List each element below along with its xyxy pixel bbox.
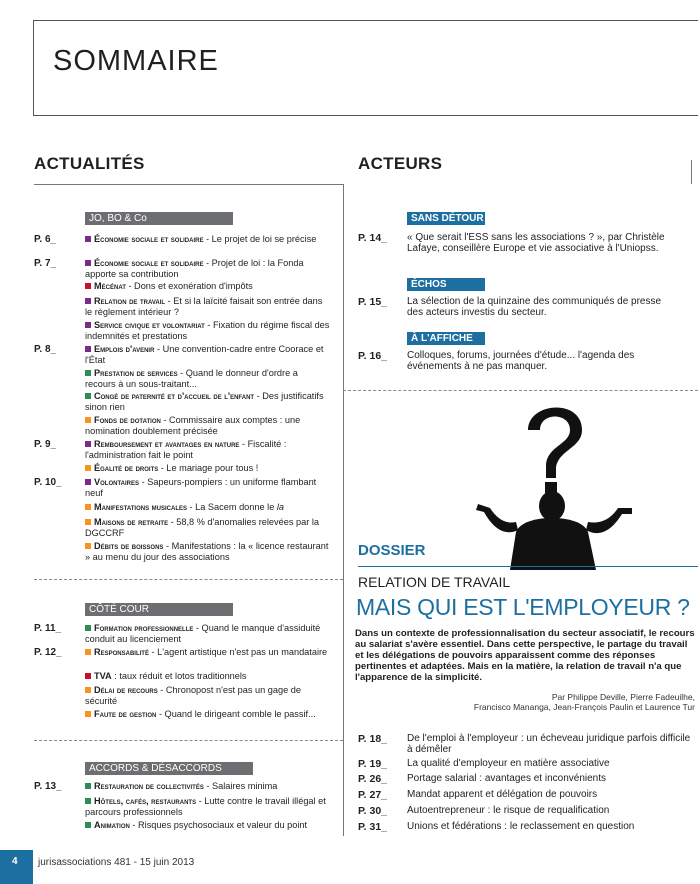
dossier-intro: Dans un contexte de professionnalisation du secteur associatif, le recours au salariat s'avère essentiel. Dans cette perspective, le partage du travail et les délégations de pouvoirs apparaissent comme des réponses pertinentes et adaptées. Mais en la matière, la relation de travail n'a que l'apparence de la simplicité. bbox=[355, 628, 695, 683]
bullet-square-icon bbox=[85, 322, 91, 328]
toc-entry[interactable]: Hôtels, cafés, restaurants - Lutte contre le travail illégal et parcours professionnels bbox=[85, 796, 326, 817]
toc-entry[interactable]: Emplois d'avenir - Une convention-cadre entre Coorace et l'État bbox=[85, 344, 324, 365]
toc-entry[interactable]: La sélection de la quinzaine des communiqués de presse des acteurs investis du secteur. bbox=[407, 296, 662, 319]
authors-line: Par Philippe Deville, Pierre Fadeuilhe, bbox=[551, 692, 695, 702]
page-ref: P. 9_ bbox=[34, 439, 57, 450]
toc-entry[interactable]: Faute de gestion - Quand le dirigeant comble le passif... bbox=[85, 709, 330, 720]
toc-entry[interactable]: Fonds de dotation - Commissaire aux comptes : une nomination doublement précisée bbox=[85, 415, 301, 436]
dossier-item[interactable]: Unions et fédérations : le reclassement en question bbox=[407, 821, 635, 832]
right-column-heading: ACTEURS bbox=[358, 154, 443, 173]
page-ref: P. 14_ bbox=[358, 232, 388, 244]
toc-entry[interactable]: « Que serait l'ESS sans les associations ? », par Christèle Lafaye, conseillère Europe et vie associative à l'Uniopss. bbox=[407, 232, 665, 255]
toc-entry[interactable]: Responsabilité - L'agent artistique n'est pas un mandataire bbox=[85, 647, 330, 658]
page-ref: P. 27_ bbox=[358, 789, 388, 801]
shrugging-man-illustration bbox=[450, 390, 650, 570]
toc-entry[interactable]: Délai de recours - Chronopost n'est pas un gage de sécurité bbox=[85, 685, 301, 706]
toc-entry[interactable]: Maisons de retraite - 58,8 % d'anomalies relevées par la DGCCRF bbox=[85, 517, 319, 538]
page-ref: P. 15_ bbox=[358, 296, 388, 308]
bullet-square-icon bbox=[85, 783, 91, 789]
toc-entry[interactable]: Relation de travail - Et si la laïcité faisait son entrée dans le règlement intérieur ? bbox=[85, 296, 323, 317]
bullet-square-icon bbox=[85, 687, 91, 693]
page-ref: P. 31_ bbox=[358, 821, 388, 833]
left-column-heading: ACTUALITÉS bbox=[34, 154, 145, 173]
toc-entry[interactable]: Colloques, forums, journées d'étude... l'agenda des événements à ne pas manquer. bbox=[407, 350, 635, 373]
bullet-square-icon bbox=[85, 465, 91, 471]
toc-entry[interactable]: Prestation de services - Quand le donneur d'ordre a recours à un sous-traitant... bbox=[85, 368, 298, 389]
section-divider bbox=[34, 579, 343, 580]
toc-entry[interactable]: Remboursement et avantages en nature - Fiscalité : l'administration fait le point bbox=[85, 439, 287, 460]
bullet-square-icon bbox=[85, 543, 91, 549]
toc-entry[interactable]: Formation professionnelle - Quand le manque d'assiduité conduit au licenciement bbox=[85, 623, 321, 644]
dossier-item[interactable]: Portage salarial : avantages et inconvénients bbox=[407, 773, 607, 784]
section-a-laffiche: À L'AFFICHE bbox=[407, 332, 485, 345]
dossier-item[interactable]: La qualité d'employeur en matière associative bbox=[407, 758, 610, 769]
bullet-square-icon bbox=[85, 346, 91, 352]
toc-entry[interactable]: Animation - Risques psychosociaux et valeur du point bbox=[85, 820, 330, 831]
toc-entry[interactable]: Manifestations musicales - La Sacem donne le la bbox=[85, 502, 330, 513]
title-box bbox=[33, 20, 698, 116]
authors-line: Francisco Mananga, Jean-François Paulin et Laurence Tur bbox=[473, 702, 695, 712]
page-ref: P. 6_ bbox=[34, 234, 57, 245]
column-divider bbox=[343, 184, 344, 836]
dossier-subtitle: RELATION DE TRAVAIL bbox=[358, 574, 511, 590]
bullet-square-icon bbox=[85, 479, 91, 485]
bullet-square-icon bbox=[85, 260, 91, 266]
bullet-square-icon bbox=[85, 504, 91, 510]
toc-entry[interactable]: Égalité de droits - Le mariage pour tous ! bbox=[85, 463, 330, 474]
bullet-square-icon bbox=[85, 283, 91, 289]
toc-entry[interactable]: Volontaires - Sapeurs-pompiers : un uniforme flambant neuf bbox=[85, 477, 317, 498]
toc-entry[interactable]: Économie sociale et solidaire - Projet de loi : la Fonda apporte sa contribution bbox=[85, 258, 304, 279]
bullet-square-icon bbox=[85, 441, 91, 447]
bullet-square-icon bbox=[85, 649, 91, 655]
toc-entry[interactable]: Congé de paternité et d'accueil de l'enfant - Des justificatifs sinon rien bbox=[85, 391, 324, 412]
toc-entry[interactable]: Service civique et volontariat - Fixation du régime fiscal des indemnités et prestations bbox=[85, 320, 330, 341]
dossier-item[interactable]: Autoentrepreneur : le risque de requalification bbox=[407, 805, 610, 816]
bullet-square-icon bbox=[85, 417, 91, 423]
section-jo-bo-co: JO, BO & Co bbox=[85, 212, 233, 225]
page-title: SOMMAIRE bbox=[53, 45, 219, 77]
toc-entry[interactable]: Restauration de collectivités - Salaires minima bbox=[85, 781, 330, 792]
bullet-square-icon bbox=[85, 711, 91, 717]
right-heading-tick bbox=[691, 160, 692, 184]
section-sans-detour: SANS DÉTOUR bbox=[407, 212, 485, 225]
dossier-item[interactable]: Mandat apparent et délégation de pouvoirs bbox=[407, 789, 598, 800]
section-divider bbox=[34, 740, 343, 741]
section-cote-cour: CÔTÉ COUR bbox=[85, 603, 233, 616]
section-accords-desaccords: ACCORDS & DÉSACCORDS bbox=[85, 762, 253, 775]
page-ref: P. 11_ bbox=[34, 623, 62, 634]
bullet-square-icon bbox=[85, 236, 91, 242]
bullet-square-icon bbox=[85, 798, 91, 804]
bullet-square-icon bbox=[85, 298, 91, 304]
bullet-square-icon bbox=[85, 370, 91, 376]
page-ref: P. 8_ bbox=[34, 344, 57, 355]
bullet-square-icon bbox=[85, 519, 91, 525]
dossier-title[interactable]: MAIS QUI EST L'EMPLOYEUR ? bbox=[356, 594, 690, 620]
toc-entry[interactable]: TVA : taux réduit et lotos traditionnels bbox=[85, 671, 330, 682]
toc-entry[interactable]: Débits de boissons - Manifestations : la « licence restaurant » au menu du jour des associations bbox=[85, 541, 329, 562]
bullet-square-icon bbox=[85, 673, 91, 679]
page-ref: P. 13_ bbox=[34, 781, 62, 792]
page-ref: P. 19_ bbox=[358, 758, 388, 770]
dossier-authors bbox=[365, 692, 695, 712]
left-heading-rule bbox=[34, 184, 343, 185]
page-number: 4 bbox=[12, 856, 18, 867]
bullet-square-icon bbox=[85, 625, 91, 631]
toc-entry[interactable]: Mécénat - Dons et exonération d'impôts bbox=[85, 281, 330, 292]
page-ref: P. 30_ bbox=[358, 805, 388, 817]
bullet-square-icon bbox=[85, 822, 91, 828]
page-ref: P. 16_ bbox=[358, 350, 388, 362]
toc-entry[interactable]: Économie sociale et solidaire - Le projet de loi se précise bbox=[85, 234, 330, 245]
page-ref: P. 26_ bbox=[358, 773, 388, 785]
section-echos: ÉCHOS bbox=[407, 278, 485, 291]
page-ref: P. 12_ bbox=[34, 647, 62, 658]
page-ref: P. 18_ bbox=[358, 733, 388, 745]
dossier-label: DOSSIER bbox=[358, 542, 426, 559]
page-ref: P. 10_ bbox=[34, 477, 62, 488]
dossier-item[interactable]: De l'emploi à l'employeur : un écheveau juridique parfois difficile à démêler bbox=[407, 733, 691, 755]
dossier-rule bbox=[358, 566, 698, 567]
page-ref: P. 7_ bbox=[34, 258, 57, 269]
bullet-square-icon bbox=[85, 393, 91, 399]
publication-info: jurisassociations 481 - 15 juin 2013 bbox=[38, 857, 195, 868]
